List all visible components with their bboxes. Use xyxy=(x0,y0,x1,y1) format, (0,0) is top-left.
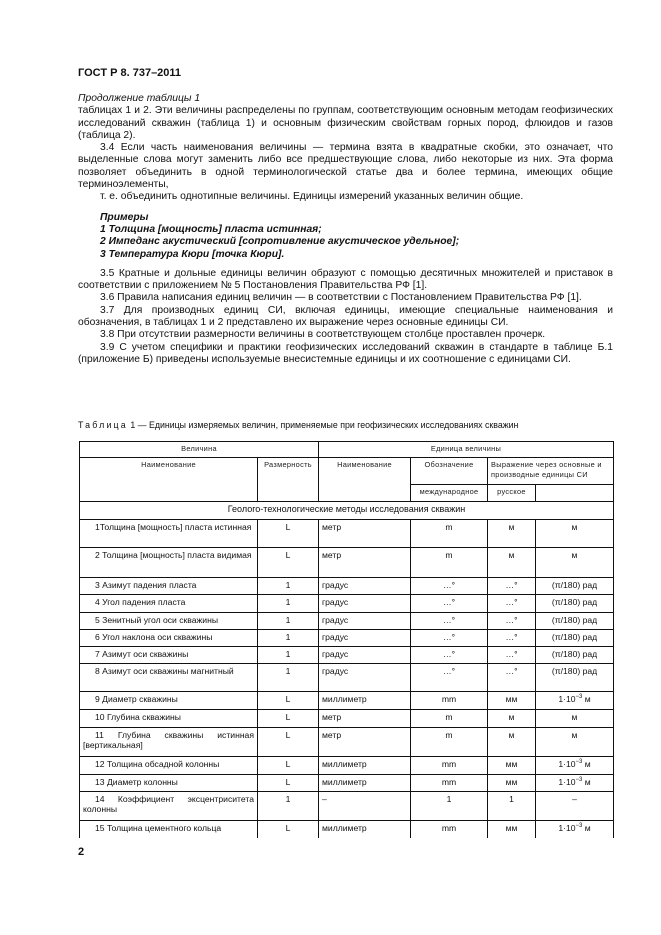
page-number: 2 xyxy=(78,846,85,858)
cell-unit-name: градус xyxy=(319,594,411,612)
cell-rus: …° xyxy=(488,646,536,663)
cell-name: 6 Угол наклона оси скважины xyxy=(80,629,258,646)
example-item: 2 Импеданс акустический [сопротивление акустическое удельное]; xyxy=(100,236,460,248)
examples-block xyxy=(78,212,613,261)
cell-unit-name: градус xyxy=(319,646,411,663)
cell-rus: …° xyxy=(488,594,536,612)
paragraph-3-7: 3.7 Для производных единиц СИ, включая единицы, имеющие специальные наименования и обозначения, в таблицах 1 и 2 представлено их выражение через основные единицы СИ. xyxy=(78,304,613,329)
cell-name: 14 Коэффициент эксцентриситета колонны xyxy=(80,791,258,820)
cell-expression xyxy=(536,756,614,774)
cell-unit-name: метр xyxy=(319,547,411,577)
cell-intl: m xyxy=(411,709,488,727)
units-table xyxy=(79,441,614,838)
table-row xyxy=(80,519,614,547)
cell-name: 1Толщина [мощность] пласта истинная xyxy=(80,519,258,547)
table-row xyxy=(80,663,614,691)
cell-intl: 1 xyxy=(411,791,488,820)
cell-dimension: 1 xyxy=(258,663,319,691)
cell-expression: м xyxy=(536,547,614,577)
table-title xyxy=(78,420,518,430)
cell-rus: м xyxy=(488,709,536,727)
example-item: 3 Температура Кюри [точка Кюри]. xyxy=(100,248,285,260)
table-row xyxy=(80,774,614,791)
cell-unit-name: градус xyxy=(319,629,411,646)
table-row xyxy=(80,629,614,646)
cell-unit-name: миллиметр xyxy=(319,691,411,709)
document-code-header: ГОСТ Р 8. 737–2011 xyxy=(78,67,182,79)
table-row xyxy=(80,547,614,577)
cell-name: 2 Толщина [мощность] пласта видимая xyxy=(80,547,258,577)
expr-exponent: −3 xyxy=(575,758,583,765)
cell-dimension: 1 xyxy=(258,577,319,594)
cell-name: 3 Азимут падения пласта xyxy=(80,577,258,594)
header-dimension: Размерность xyxy=(258,457,319,501)
cell-dimension: 1 xyxy=(258,646,319,663)
expr-exponent: −3 xyxy=(575,822,583,829)
table-row xyxy=(80,594,614,612)
cell-name: 15 Толщина цементного кольца xyxy=(80,820,258,838)
cell-intl: …° xyxy=(411,594,488,612)
cell-expression: м xyxy=(536,519,614,547)
header-expression: Выражение через основные и производные единицы СИ xyxy=(488,457,614,484)
body-text xyxy=(78,93,613,366)
header-unit: Единица величины xyxy=(319,442,614,458)
cell-rus: мм xyxy=(488,756,536,774)
cell-unit-name: метр xyxy=(319,709,411,727)
expr-unit: м xyxy=(582,776,591,787)
table-row xyxy=(80,646,614,663)
expr-base: 1·10 xyxy=(558,758,576,769)
cell-intl: …° xyxy=(411,646,488,663)
header-international: международное xyxy=(411,484,488,501)
cell-dimension: L xyxy=(258,547,319,577)
cell-rus: м xyxy=(488,727,536,756)
cell-rus: мм xyxy=(488,774,536,791)
cell-expression: (π/180) рад xyxy=(536,577,614,594)
expr-base: 1·10 xyxy=(558,693,576,704)
cell-dimension: 1 xyxy=(258,791,319,820)
paragraph: таблицах 1 и 2. Эти величины распределены по группам, соответствующим основным методам геофизических исследований скважин (таблица 1) и основным физическим свойствам горных пород, флюидов и газов (таблица 2). xyxy=(78,105,613,141)
cell-intl: mm xyxy=(411,820,488,838)
cell-name: 7 Азимут оси скважины xyxy=(80,646,258,663)
table-continuation-label: Продолжение таблицы 1 xyxy=(78,93,201,104)
header-name: Наименование xyxy=(80,457,258,501)
cell-dimension: 1 xyxy=(258,629,319,646)
examples-title: Примеры xyxy=(100,211,149,223)
expr-unit: м xyxy=(582,693,591,704)
table-row xyxy=(80,791,614,820)
cell-expression xyxy=(536,774,614,791)
cell-intl: mm xyxy=(411,774,488,791)
paragraph-3-8: 3.8 При отсутствии размерности величины в соответствующем столбце проставлен прочерк. xyxy=(100,329,546,341)
cell-name: 9 Диаметр скважины xyxy=(80,691,258,709)
cell-expression: (π/180) рад xyxy=(536,646,614,663)
cell-intl: m xyxy=(411,727,488,756)
table-row xyxy=(80,691,614,709)
cell-dimension: L xyxy=(258,691,319,709)
cell-rus: м xyxy=(488,547,536,577)
cell-intl: m xyxy=(411,519,488,547)
cell-dimension: L xyxy=(258,774,319,791)
expr-exponent: −3 xyxy=(575,776,583,783)
cell-unit-name: метр xyxy=(319,519,411,547)
cell-expression: (π/180) рад xyxy=(536,594,614,612)
section-heading: Геолого-технологические методы исследования скважин xyxy=(80,501,614,519)
cell-rus: …° xyxy=(488,612,536,629)
expr-unit: м xyxy=(582,758,591,769)
cell-dimension: 1 xyxy=(258,594,319,612)
cell-expression xyxy=(536,820,614,838)
header-russian: русское xyxy=(488,484,536,501)
header-designation: Обозначение xyxy=(411,457,488,484)
paragraph-3-4: 3.4 Если часть наименования величины — термина взята в квадратные скобки, это означает, что выделенные слова могут заменить либо все предшествующие слова, либо некоторые из них. Эта форма позволяет объединить в одной терминологической статье два и более термина, имеющих общие терминоэлементы, xyxy=(78,142,613,191)
cell-intl: mm xyxy=(411,691,488,709)
table-row xyxy=(80,709,614,727)
cell-name: 12 Толщина обсадной колонны xyxy=(80,756,258,774)
table-row xyxy=(80,577,614,594)
table-row xyxy=(80,612,614,629)
example-item: 1 Толщина [мощность] пласта истинная; xyxy=(100,223,322,235)
expr-exponent: −3 xyxy=(575,693,583,700)
cell-unit-name: градус xyxy=(319,663,411,691)
cell-name: 4 Угол падения пласта xyxy=(80,594,258,612)
cell-expression: (π/180) рад xyxy=(536,663,614,691)
cell-name: 10 Глубина скважины xyxy=(80,709,258,727)
cell-rus: …° xyxy=(488,629,536,646)
cell-expression: (π/180) рад xyxy=(536,629,614,646)
cell-rus: м xyxy=(488,519,536,547)
cell-dimension: L xyxy=(258,519,319,547)
cell-unit-name: метр xyxy=(319,727,411,756)
cell-expression xyxy=(536,691,614,709)
cell-unit-name: градус xyxy=(319,612,411,629)
cell-intl: m xyxy=(411,547,488,577)
paragraph-3-6: 3.6 Правила написания единиц величин — в соответствии с Постановлением Правительства РФ [1]. xyxy=(100,292,582,304)
expr-base: 1·10 xyxy=(558,822,576,833)
table-row xyxy=(80,820,614,838)
expr-base: 1·10 xyxy=(558,776,576,787)
cell-unit-name: – xyxy=(319,791,411,820)
cell-name: 11 Глубина скважины истинная [вертикальная] xyxy=(80,727,258,756)
cell-name: 8 Азимут оси скважины магнитный xyxy=(80,663,258,691)
cell-unit-name: миллиметр xyxy=(319,756,411,774)
table-title-number: 1 xyxy=(130,420,136,430)
cell-intl: mm xyxy=(411,756,488,774)
cell-unit-name: градус xyxy=(319,577,411,594)
cell-rus: мм xyxy=(488,691,536,709)
table-row xyxy=(80,756,614,774)
cell-rus: …° xyxy=(488,577,536,594)
cell-expression: (π/180) рад xyxy=(536,612,614,629)
cell-rus: …° xyxy=(488,663,536,691)
header-quantity: Величина xyxy=(80,442,319,458)
cell-intl: …° xyxy=(411,663,488,691)
cell-rus: мм xyxy=(488,820,536,838)
cell-intl: …° xyxy=(411,612,488,629)
header-empty xyxy=(536,484,614,501)
paragraph-3-9: 3.9 С учетом специфики и практики геофизических исследований скважин в стандарте в таблице Б.1 (приложение Б) приведены используемые внесистемные единицы и их соотношение с единицами СИ. xyxy=(78,341,613,365)
cell-dimension: L xyxy=(258,709,319,727)
cell-expression: м xyxy=(536,727,614,756)
cell-unit-name: миллиметр xyxy=(319,820,411,838)
cell-intl: …° xyxy=(411,629,488,646)
cell-dimension: 1 xyxy=(258,612,319,629)
cell-dimension: L xyxy=(258,756,319,774)
cell-dimension: L xyxy=(258,820,319,838)
cell-intl: …° xyxy=(411,577,488,594)
cell-name: 13 Диаметр колонны xyxy=(80,774,258,791)
cell-expression: м xyxy=(536,709,614,727)
table-row xyxy=(80,727,614,756)
header-unit-name: Наименование xyxy=(319,457,411,501)
cell-unit-name: миллиметр xyxy=(319,774,411,791)
table-title-label: Таблица xyxy=(78,420,128,430)
cell-rus: 1 xyxy=(488,791,536,820)
cell-expression: – xyxy=(536,791,614,820)
cell-name: 5 Зенитный угол оси скважины xyxy=(80,612,258,629)
expr-unit: м xyxy=(582,822,591,833)
table-title-text: — Единицы измеряемых величин, применяемые при геофизических исследованиях скважин xyxy=(135,420,519,430)
cell-dimension: L xyxy=(258,727,319,756)
paragraph-3-5: 3.5 Кратные и дольные единицы величин образуют с помощью десятичных множителей и приставок в соответствии с приложением № 5 Постановления Правительства РФ [1]. xyxy=(78,267,613,292)
paragraph-continuation: т. е. объединить однотипные величины. Единицы измерений указанных величин общие. xyxy=(100,191,524,203)
